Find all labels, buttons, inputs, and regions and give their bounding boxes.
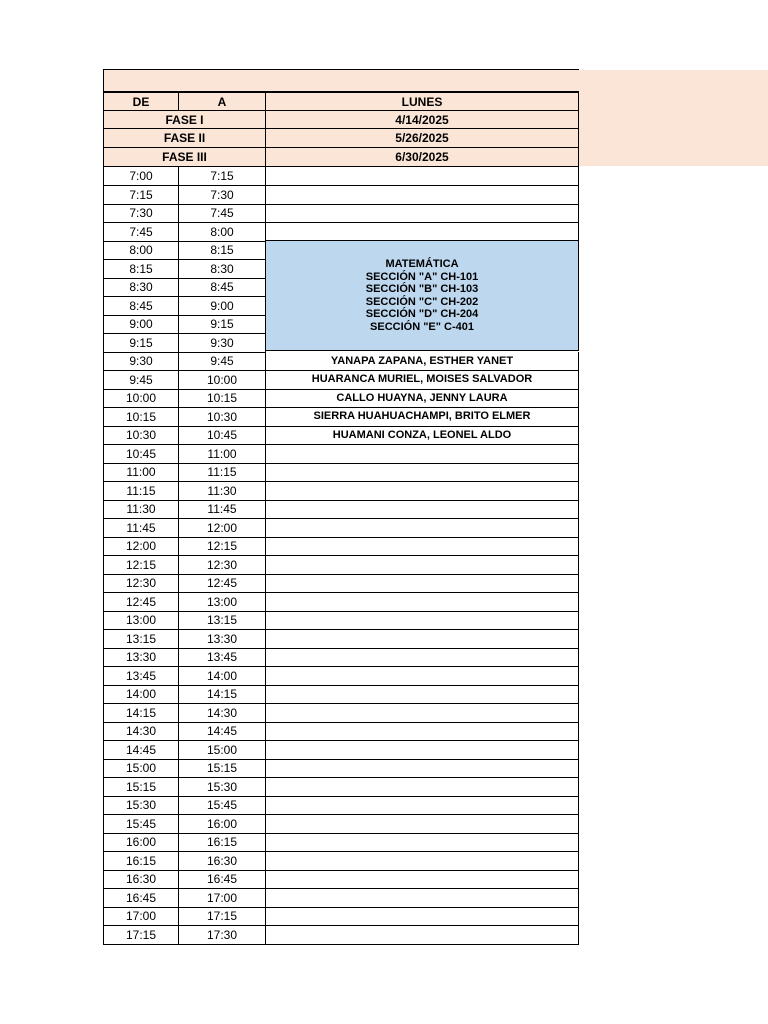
- time-from-cell: 8:30: [103, 278, 179, 297]
- empty-slot-cell: [265, 852, 579, 871]
- empty-slot-cell: [265, 889, 579, 908]
- header-de: DE: [103, 92, 179, 111]
- time-from-cell: 11:15: [103, 482, 179, 501]
- time-to-cell: 12:15: [178, 537, 266, 556]
- time-to-cell: 8:30: [178, 260, 266, 279]
- time-from-cell: 11:45: [103, 519, 179, 538]
- time-to-cell: 14:30: [178, 704, 266, 723]
- time-from-cell: 11:00: [103, 463, 179, 482]
- math-line: SECCIÓN "D" CH-204: [365, 308, 479, 320]
- time-from-cell: 12:15: [103, 556, 179, 575]
- time-from-cell: 14:15: [103, 704, 179, 723]
- time-from-cell: 12:30: [103, 574, 179, 593]
- time-from-cell: 17:00: [103, 907, 179, 926]
- time-to-cell: 15:15: [178, 759, 266, 778]
- empty-slot-cell: [265, 223, 579, 242]
- header-a: A: [178, 92, 266, 111]
- time-from-cell: 16:15: [103, 852, 179, 871]
- time-to-cell: 14:45: [178, 722, 266, 741]
- time-from-cell: 9:15: [103, 334, 179, 353]
- phase-1-label: FASE I: [103, 111, 266, 129]
- time-to-cell: 9:00: [178, 297, 266, 316]
- empty-slot-cell: [265, 722, 579, 741]
- time-to-cell: 8:15: [178, 241, 266, 260]
- time-to-cell: 8:00: [178, 223, 266, 242]
- peach-fill-area: [578, 70, 768, 166]
- time-to-cell: 7:30: [178, 186, 266, 205]
- phase-2-label: FASE II: [103, 129, 266, 148]
- time-from-cell: 10:45: [103, 445, 179, 464]
- empty-slot-cell: [265, 667, 579, 686]
- time-to-cell: 15:45: [178, 796, 266, 815]
- math-line: SECCIÓN "E" C-401: [370, 320, 474, 333]
- time-to-cell: 12:00: [178, 519, 266, 538]
- time-from-cell: 10:30: [103, 426, 179, 445]
- time-to-cell: 15:00: [178, 741, 266, 760]
- math-line: SECCIÓN "C" CH-202: [365, 295, 479, 308]
- time-to-cell: 11:00: [178, 445, 266, 464]
- math-line: SECCIÓN "B" CH-103: [365, 283, 479, 295]
- time-to-cell: 16:00: [178, 815, 266, 834]
- empty-slot-cell: [265, 482, 579, 501]
- time-to-cell: 16:30: [178, 852, 266, 871]
- time-from-cell: 13:00: [103, 611, 179, 630]
- empty-slot-cell: [265, 519, 579, 538]
- time-from-cell: 14:00: [103, 685, 179, 704]
- empty-slot-cell: [265, 574, 579, 593]
- time-to-cell: 17:30: [178, 926, 266, 945]
- empty-slot-cell: [265, 445, 579, 464]
- time-to-cell: 10:45: [178, 426, 266, 445]
- time-from-cell: 8:15: [103, 260, 179, 279]
- time-to-cell: 13:15: [178, 611, 266, 630]
- time-from-cell: 12:45: [103, 593, 179, 612]
- empty-slot-cell: [265, 204, 579, 223]
- time-to-cell: 10:30: [178, 408, 266, 427]
- time-from-cell: 15:00: [103, 759, 179, 778]
- time-from-cell: 15:15: [103, 778, 179, 797]
- empty-slot-cell: [265, 611, 579, 630]
- math-sections-block: [265, 240, 579, 351]
- time-to-cell: 11:30: [178, 482, 266, 501]
- time-from-cell: 13:30: [103, 648, 179, 667]
- empty-slot-cell: [265, 870, 579, 889]
- empty-slot-cell: [265, 741, 579, 760]
- time-from-cell: 7:30: [103, 204, 179, 223]
- math-line: SECCIÓN "A" CH-101: [365, 270, 479, 283]
- empty-slot-cell: [265, 463, 579, 482]
- time-from-cell: 7:00: [103, 167, 179, 186]
- phase-1-date: 4/14/2025: [265, 111, 579, 129]
- empty-slot-cell: [265, 556, 579, 575]
- time-from-cell: 15:30: [103, 796, 179, 815]
- empty-slot-cell: [265, 796, 579, 815]
- time-from-cell: 16:00: [103, 833, 179, 852]
- time-from-cell: 16:30: [103, 870, 179, 889]
- time-to-cell: 10:15: [178, 389, 266, 408]
- phase-2-date: 5/26/2025: [265, 129, 579, 148]
- empty-slot-cell: [265, 648, 579, 667]
- empty-slot-cell: [265, 815, 579, 834]
- time-from-cell: 13:15: [103, 630, 179, 649]
- math-line: MATEMÁTICA: [385, 258, 459, 270]
- time-to-cell: 17:00: [178, 889, 266, 908]
- time-from-cell: 9:45: [103, 371, 179, 390]
- time-to-cell: 13:30: [178, 630, 266, 649]
- time-to-cell: 14:15: [178, 685, 266, 704]
- time-from-cell: 9:00: [103, 315, 179, 334]
- empty-slot-cell: [265, 926, 579, 945]
- header-day: LUNES: [265, 92, 579, 111]
- time-to-cell: 10:00: [178, 371, 266, 390]
- time-to-cell: 11:15: [178, 463, 266, 482]
- time-from-cell: 17:15: [103, 926, 179, 945]
- time-from-cell: 8:45: [103, 297, 179, 316]
- empty-slot-cell: [265, 907, 579, 926]
- time-to-cell: 9:30: [178, 334, 266, 353]
- time-to-cell: 7:15: [178, 167, 266, 186]
- assignment-cell: CALLO HUAYNA, JENNY LAURA: [265, 389, 579, 408]
- time-from-cell: 15:45: [103, 815, 179, 834]
- time-from-cell: 12:00: [103, 537, 179, 556]
- empty-slot-cell: [265, 704, 579, 723]
- time-to-cell: 15:30: [178, 778, 266, 797]
- time-from-cell: 7:15: [103, 186, 179, 205]
- phase-3-label: FASE III: [103, 148, 266, 167]
- empty-slot-cell: [265, 778, 579, 797]
- title-band: [103, 69, 579, 92]
- time-to-cell: 7:45: [178, 204, 266, 223]
- empty-slot-cell: [265, 685, 579, 704]
- empty-slot-cell: [265, 167, 579, 186]
- empty-slot-cell: [265, 630, 579, 649]
- assignment-cell: SIERRA HUAHUACHAMPI, BRITO ELMER: [265, 408, 579, 427]
- time-from-cell: 10:00: [103, 389, 179, 408]
- time-to-cell: 9:15: [178, 315, 266, 334]
- time-from-cell: 11:30: [103, 500, 179, 519]
- time-from-cell: 16:45: [103, 889, 179, 908]
- time-from-cell: 14:30: [103, 722, 179, 741]
- empty-slot-cell: [265, 537, 579, 556]
- time-to-cell: 12:30: [178, 556, 266, 575]
- time-to-cell: 13:45: [178, 648, 266, 667]
- time-to-cell: 13:00: [178, 593, 266, 612]
- time-to-cell: 8:45: [178, 278, 266, 297]
- time-to-cell: 9:45: [178, 352, 266, 371]
- time-to-cell: 14:00: [178, 667, 266, 686]
- assignment-cell: HUAMANI CONZA, LEONEL ALDO: [265, 426, 579, 445]
- empty-slot-cell: [265, 759, 579, 778]
- time-from-cell: 14:45: [103, 741, 179, 760]
- time-to-cell: 12:45: [178, 574, 266, 593]
- time-from-cell: 13:45: [103, 667, 179, 686]
- time-from-cell: 8:00: [103, 241, 179, 260]
- assignment-cell: YANAPA ZAPANA, ESTHER YANET: [265, 352, 579, 371]
- time-to-cell: 16:45: [178, 870, 266, 889]
- empty-slot-cell: [265, 186, 579, 205]
- empty-slot-cell: [265, 833, 579, 852]
- assignment-cell: HUARANCA MURIEL, MOISES SALVADOR: [265, 371, 579, 390]
- time-from-cell: 7:45: [103, 223, 179, 242]
- time-to-cell: 17:15: [178, 907, 266, 926]
- empty-slot-cell: [265, 500, 579, 519]
- empty-slot-cell: [265, 593, 579, 612]
- time-from-cell: 10:15: [103, 408, 179, 427]
- phase-3-date: 6/30/2025: [265, 148, 579, 167]
- time-to-cell: 11:45: [178, 500, 266, 519]
- time-from-cell: 9:30: [103, 352, 179, 371]
- time-to-cell: 16:15: [178, 833, 266, 852]
